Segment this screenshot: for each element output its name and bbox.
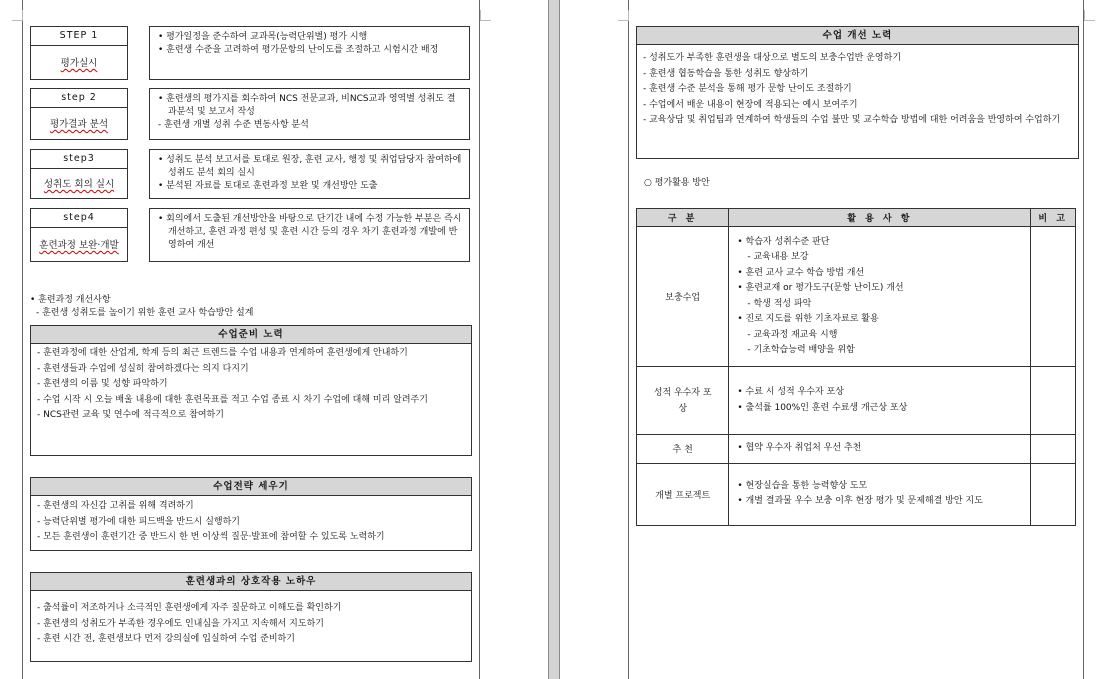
line-text: 훈련 교사 교수 학습 방법 개선: [745, 267, 865, 278]
step-name: 훈련과정 보완·개발: [39, 240, 119, 251]
table-note: [1031, 367, 1076, 435]
list-item: - 수업에서 배운 내용이 현장에 적용되는 예시 보여주기: [643, 99, 858, 110]
section-class-strategy: [30, 477, 472, 551]
table-content: [729, 367, 1031, 435]
table-note: [1031, 227, 1076, 367]
line-text: 훈련생 수준을 고려하여 평가문항의 난이도를 조절하고 시험시간 배정: [166, 45, 439, 55]
improve-sub: - 훈련생 성취도를 높이기 위한 훈련 교사 학습방안 설계: [36, 308, 254, 318]
table-content-line: [735, 401, 1026, 417]
step-label-box: [30, 88, 128, 140]
table-content: [729, 463, 1031, 525]
step-description-line: [156, 93, 463, 119]
eval-heading: ○ 평가활용 방안: [644, 178, 710, 188]
line-text: 학습자 성취수준 판단: [745, 236, 830, 247]
line-text: 개별 결과물 우수 보충 이후 현장 평가 및 문제해결 방안 지도: [745, 496, 983, 506]
step-name: 평가실시: [60, 58, 98, 69]
step-description-line: [156, 213, 463, 252]
list-item: - 모든 훈련생이 훈련기간 중 반드시 한 번 이상씩 질문·발표에 참여할 수 있도록 노력하기: [37, 532, 385, 542]
step-number: step3: [31, 150, 127, 169]
table-content-line: [735, 494, 1026, 510]
table-row: [637, 227, 1076, 367]
list-item: - 훈련생 수준 분석을 통해 평가 문항 난이도 조절하기: [643, 84, 852, 94]
bullet-icon: •: [158, 181, 167, 191]
bullet-icon: •: [158, 214, 167, 224]
table-content-line: [735, 328, 1026, 344]
step-description: [149, 208, 470, 262]
table-content-line: [735, 441, 1026, 457]
list-item: - 교육상담 및 취업팀과 연계하여 학생들의 수업 불만 및 교수학습 방법에 대한 어려움을 반영하여 수업하기: [643, 115, 1061, 125]
list-item: - 수업 시작 시 오늘 배울 내용에 대한 훈련목표를 적고 수업 종료 시 차기 수업에 대해 미리 알려주기: [37, 394, 428, 405]
line-text: 협약 우수자 취업처 우선 추천: [745, 443, 862, 453]
table-content-line: [735, 297, 1026, 313]
step-number: step 2: [31, 89, 127, 108]
step-description-line: [156, 31, 463, 44]
bullet-icon: •: [737, 443, 746, 453]
list-item: - 훈련생의 자신감 고취를 위해 격려하기: [37, 501, 194, 511]
table-content-line: [735, 250, 1026, 266]
step-name: 평가결과 분석: [49, 119, 109, 130]
table-header: 비 고: [1031, 209, 1076, 227]
table-category: 추 천: [637, 435, 729, 464]
step-number: step4: [31, 209, 127, 228]
line-text: - 교육내용 보강: [747, 252, 809, 262]
table-content-line: [735, 385, 1026, 401]
list-item: - 성취도가 부족한 훈련생을 대상으로 별도의 보충수업반 운영하기: [643, 53, 902, 63]
table-body: [637, 227, 1076, 526]
step-number: STEP 1: [31, 27, 127, 46]
table-note: [1031, 435, 1076, 464]
bullet-icon: •: [737, 267, 746, 278]
section-body: [31, 344, 471, 424]
table-content-line: [735, 281, 1026, 297]
step-description: [149, 26, 470, 80]
table-content-line: [735, 479, 1026, 495]
list-item: - 훈련생들과 수업에 성실히 참여하겠다는 의지 다지기: [37, 363, 249, 374]
table-category: 성적 우수자 포상: [637, 367, 729, 435]
page-gutter: [548, 0, 560, 679]
table-content: [729, 227, 1031, 367]
evaluation-table: [636, 208, 1076, 526]
section-title: 수업준비 노력: [31, 326, 471, 344]
table-content-line: [735, 343, 1026, 359]
step-label-box: [30, 26, 128, 80]
step-description-line: [156, 154, 463, 180]
crop-mark: [480, 10, 491, 21]
line-text: 분석된 자료를 토대로 훈련과정 보완 및 개선방안 도출: [166, 181, 378, 191]
list-item: - NCS관련 교육 및 연수에 적극적으로 참여하기: [37, 410, 224, 420]
table-category: 개별 프로젝트: [637, 463, 729, 525]
step-label-box: [30, 149, 128, 199]
table-content-line: [735, 312, 1026, 328]
step-description: [149, 149, 470, 199]
step-description-line: [156, 44, 463, 57]
line-text: 성취도 분석 보고서를 토대로 원장, 훈련 교사, 행정 및 취업담당자 참여하에 성취도 분석 회의 실시: [166, 155, 462, 178]
section-title: 수업전략 세우기: [31, 478, 471, 496]
line-text: - 교육과정 재교육 시행: [747, 329, 838, 340]
list-item: - 출석률이 저조하거나 소극적인 훈련생에게 자주 질문하고 이해도를 확인하기: [37, 603, 342, 613]
line-text: - 기초학습능력 배양을 위함: [747, 345, 855, 355]
improve-heading: • 훈련과정 개선사항: [30, 295, 111, 305]
bullet-icon: •: [158, 32, 167, 42]
step-name: 성취도 회의 실시: [43, 179, 115, 190]
step-description-line: [156, 119, 463, 132]
line-text: 출석률 100%인 훈련 수료생 개근상 포상: [745, 402, 908, 413]
list-item: - 훈련생의 이름 및 성향 파악하기: [37, 379, 168, 389]
line-text: 수료 시 성적 우수자 포상: [745, 387, 844, 397]
line-text: 회의에서 도출된 개선방안을 바탕으로 단기간 내에 수정 가능한 부분은 즉시 개선하고, 훈련 과정 편성 및 훈련 시간 등의 경우 차기 훈련과정 개발에 반영하여 개선: [166, 214, 462, 250]
list-item: - 훈련생의 성취도가 부족한 경우에도 인내심을 가지고 지속해서 지도하기: [37, 618, 324, 629]
section-body: [31, 591, 471, 648]
table-content-line: [735, 266, 1026, 282]
bullet-icon: •: [158, 155, 167, 165]
table-note: [1031, 463, 1076, 525]
line-text: - 훈련생 개별 성취 수준 변동사항 분석: [158, 120, 309, 130]
table-content-line: [735, 235, 1026, 251]
crop-mark: [12, 10, 23, 21]
line-text: 현장실습을 통한 능력향상 도모: [745, 480, 868, 491]
bullet-icon: •: [737, 402, 746, 413]
bullet-icon: •: [158, 94, 167, 104]
table-category: 보충수업: [637, 227, 729, 367]
section-body: [637, 45, 1078, 129]
table-row: [637, 435, 1076, 464]
section-body: [31, 496, 471, 546]
bullet-icon: •: [737, 236, 746, 247]
section-class-preparation: [30, 325, 472, 456]
bullet-icon: •: [158, 45, 167, 55]
step-description-line: [156, 180, 463, 193]
table-header: 활 용 사 항: [729, 209, 1031, 227]
bullet-icon: •: [737, 496, 746, 506]
list-item: - 훈련생 협동학습을 통한 성취도 향상하기: [643, 68, 809, 79]
table-row: [637, 463, 1076, 525]
crop-mark: [1084, 10, 1095, 21]
crop-mark: [618, 10, 629, 21]
section-title: 훈련생과의 상호작용 노하우: [31, 573, 471, 591]
line-text: - 학생 적성 파악: [747, 298, 812, 309]
line-text: 평가일정을 준수하여 교과목(능력단위별) 평가 시행: [166, 32, 368, 42]
bullet-icon: •: [737, 283, 746, 293]
bullet-icon: •: [737, 387, 746, 397]
line-text: 훈련생의 평가지를 회수하여 NCS 전문교과, 비NCS교과 영역별 성취도 결과분석 및 보고서 작성: [166, 94, 456, 117]
table-content: [729, 435, 1031, 464]
section-interaction-knowhow: [30, 572, 472, 662]
step-label-box: [30, 208, 128, 262]
table-header: 구 분: [637, 209, 729, 227]
step-description: [149, 88, 470, 140]
bullet-icon: •: [737, 314, 746, 324]
section-title: 수업 개선 노력: [637, 27, 1078, 45]
list-item: - 훈련과정에 대한 산업계, 학계 등의 최근 트렌드를 수업 내용과 연계하여 훈련생에게 안내하기: [37, 348, 408, 358]
list-item: - 능력단위별 평가에 대한 피드백을 반드시 실행하기: [37, 516, 240, 527]
line-text: 진로 지도를 위한 기초자료로 활용: [745, 314, 879, 324]
section-class-improvement: [636, 26, 1079, 159]
table-row: [637, 367, 1076, 435]
list-item: - 훈련 시간 전, 훈련생보다 먼저 강의실에 입실하여 수업 준비하기: [37, 634, 295, 644]
bullet-icon: •: [737, 480, 746, 491]
line-text: 훈련교재 or 평가도구(문항 난이도) 개선: [745, 283, 904, 293]
